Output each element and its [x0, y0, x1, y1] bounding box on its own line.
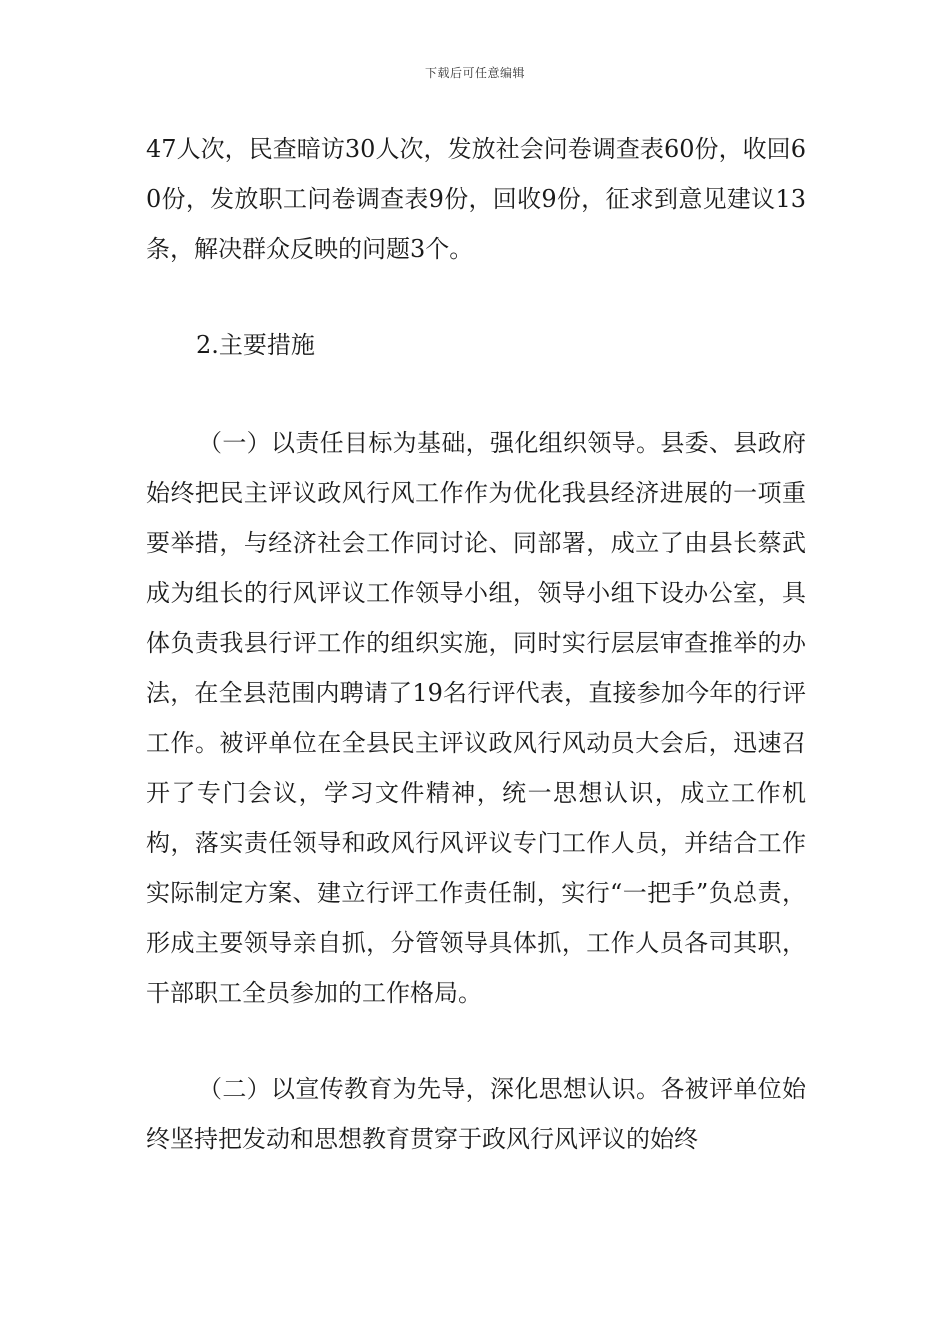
paragraph-statistics: 47人次，民查暗访30人次，发放社会问卷调查表60份，收回60份，发放职工问卷调查表9份，回收9份，征求到意见建议13条，解决群众反映的问题3个。	[146, 135, 806, 263]
document-body	[146, 124, 806, 1164]
section-heading: 2.主要措施	[196, 331, 315, 359]
paragraph-measure-one: （一）以责任目标为基础，强化组织领导。县委、县政府始终把民主评议政风行风工作作为优化我县经济进展的一项重要举措，与经济社会工作同讨论、同部署，成立了由县长蔡武成为组长的行风评议工作领导小组，领导小组下设办公室，具体负责我县行评工作的组织实施，同时实行层层审查推举的办法，在全县范围内聘请了19名行评代表，直接参加今年的行评工作。被评单位在全县民主评议政风行风动员大会后，迅速召开了专门会议，学习文件精神，统一思想认识，成立工作机构，落实责任领导和政风行风评议专门工作人员，并结合工作实际制定方案、建立行评工作责任制，实行“一把手”负总责，形成主要领导亲自抓，分管领导具体抓，工作人员各司其职，干部职工全员参加的工作格局。	[146, 429, 806, 1007]
page-header: 下载后可任意编辑	[424, 66, 525, 80]
paragraph-measure-two: （二）以宣传教育为先导，深化思想认识。各被评单位始终坚持把发动和思想教育贯穿于政风行风评议的始终	[146, 1075, 806, 1153]
